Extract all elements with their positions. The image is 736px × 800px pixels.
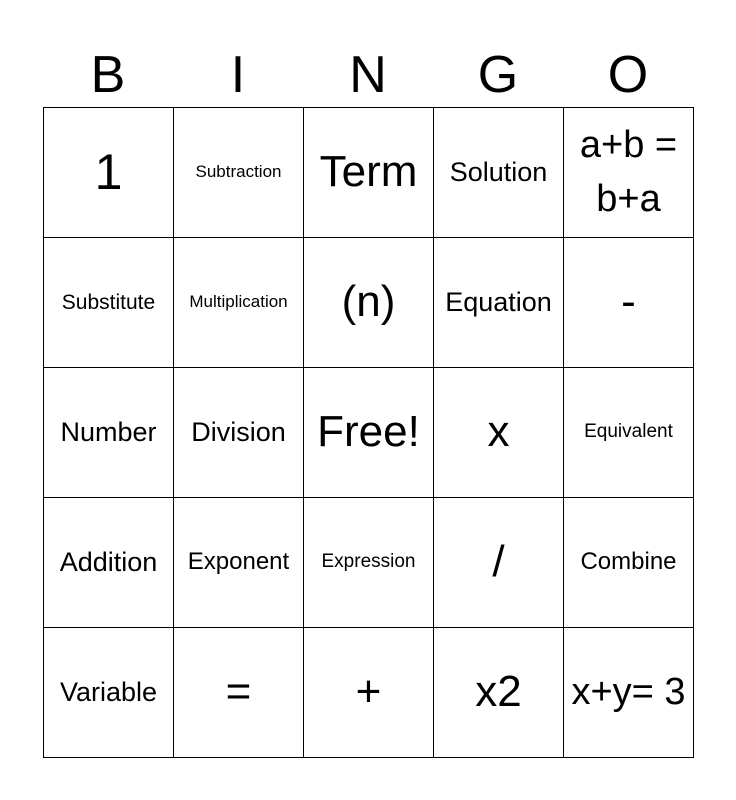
bingo-cell-r4-c5[interactable]: Combine [564, 498, 694, 628]
bingo-cell-r3-c1[interactable]: Number [44, 368, 174, 498]
bingo-cell-r5-c2[interactable]: = [174, 628, 304, 758]
bingo-cell-r4-c1[interactable]: Addition [44, 498, 174, 628]
bingo-cell-r1-c1[interactable]: 1 [44, 108, 174, 238]
bingo-cell-r2-c4[interactable]: Equation [434, 238, 564, 368]
bingo-cell-r2-c3[interactable]: (n) [304, 238, 434, 368]
bingo-cell-r5-c5[interactable]: x+y= 3 [564, 628, 694, 758]
header-letter-i: I [230, 46, 246, 104]
header-letter-g: G [477, 46, 519, 104]
bingo-card [43, 107, 694, 758]
bingo-cell-r5-c1[interactable]: Variable [44, 628, 174, 758]
bingo-header [43, 44, 693, 106]
bingo-cell-r1-c5[interactable]: a+b = b+a [564, 108, 694, 238]
bingo-cell-r2-c1[interactable]: Substitute [44, 238, 174, 368]
header-letter-b: B [90, 46, 126, 104]
bingo-cell-r2-c2[interactable]: Multiplication [174, 238, 304, 368]
bingo-cell-r1-c4[interactable]: Solution [434, 108, 564, 238]
bingo-cell-r5-c3[interactable]: + [304, 628, 434, 758]
header-letter-o: O [607, 46, 649, 104]
bingo-cell-r3-c2[interactable]: Division [174, 368, 304, 498]
bingo-cell-r4-c4[interactable]: / [434, 498, 564, 628]
bingo-cell-r1-c3[interactable]: Term [304, 108, 434, 238]
bingo-cell-r5-c4[interactable]: x2 [434, 628, 564, 758]
bingo-cell-free-space[interactable]: Free! [304, 368, 434, 498]
bingo-cell-r4-c2[interactable]: Exponent [174, 498, 304, 628]
bingo-cell-r3-c5[interactable]: Equivalent [564, 368, 694, 498]
bingo-cell-r2-c5[interactable]: - [564, 238, 694, 368]
bingo-cell-r4-c3[interactable]: Expression [304, 498, 434, 628]
bingo-cell-r1-c2[interactable]: Subtraction [174, 108, 304, 238]
bingo-cell-r3-c4[interactable]: x [434, 368, 564, 498]
header-letter-n: N [349, 46, 387, 104]
